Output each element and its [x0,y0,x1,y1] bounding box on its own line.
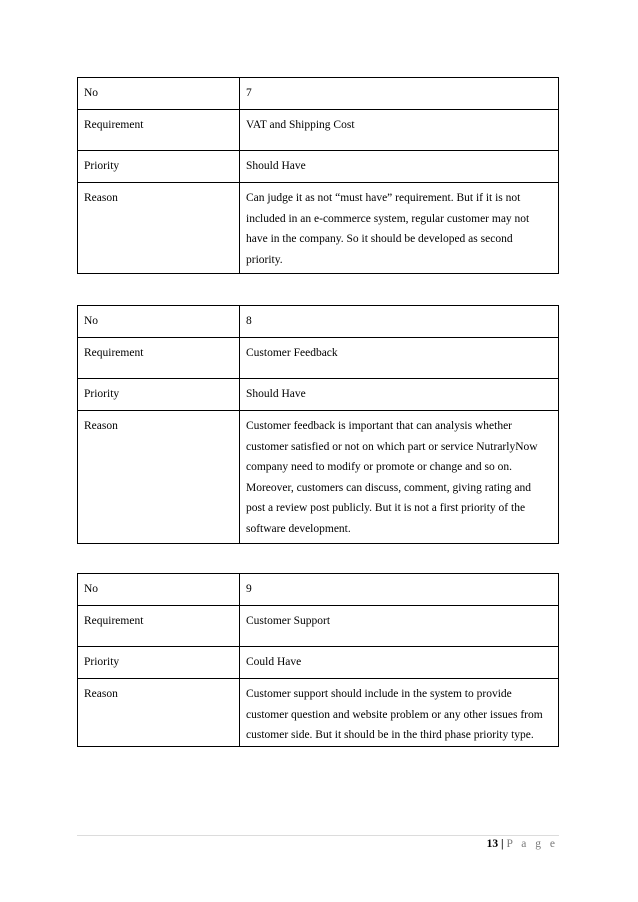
row-label: Requirement [78,338,240,379]
requirement-table-8 [77,305,559,544]
table-row-reason [78,183,559,274]
reason-line: company need to modify or promote or change and so on. [246,461,513,473]
table-row-priority [78,151,559,183]
reason-line: customer question and website problem or any other issues from [246,708,543,721]
row-value: Should Have [240,151,559,183]
row-label: Reason [78,411,240,544]
footer-separator: | [501,838,504,850]
row-value: Should Have [240,379,559,411]
row-label: Reason [78,183,240,274]
reason-line: customer side. But it should be in the third phase priority type. [246,729,534,741]
row-label: No [78,306,240,338]
page-footer [487,838,558,850]
reason-text [240,411,559,544]
row-label: Requirement [78,606,240,647]
table-row-reason [78,411,559,544]
reason-line: Customer support should include in the system to provide [246,688,512,700]
table-row-reason [78,679,559,747]
row-label: Priority [78,151,240,183]
row-label: Reason [78,679,240,747]
table-row-no [78,574,559,606]
reason-line: have in the company. So it should be developed as second [246,233,513,245]
page-label: P a g e [506,838,558,850]
reason-line: included in an e-commerce system, regular customer may not [246,212,530,225]
table-row-requirement [78,110,559,151]
row-value: VAT and Shipping Cost [240,110,559,151]
reason-line: software development. [246,522,351,535]
table-row-priority [78,647,559,679]
row-value: Customer Support [240,606,559,647]
requirement-table-7 [77,77,559,274]
table-row-no [78,78,559,110]
row-label: No [78,78,240,110]
table-row-no [78,306,559,338]
row-label: Priority [78,379,240,411]
requirement-table-9 [77,573,559,747]
reason-line: Moreover, customers can discuss, comment, giving rating and [246,481,532,494]
table-row-requirement [78,338,559,379]
reason-line: Can judge it as not “must have” requirement. But if it is not [246,192,521,204]
reason-line: post a review post publicly. But it is not a first priority of the [246,502,526,514]
row-label: No [78,574,240,606]
row-value: Customer Feedback [240,338,559,379]
table-row-requirement [78,606,559,647]
row-label: Requirement [78,110,240,151]
row-value: 9 [240,574,559,606]
reason-line: priority. [246,253,283,266]
reason-line: Customer feedback is important that can analysis whether [246,420,513,432]
row-label: Priority [78,647,240,679]
row-value: 8 [240,306,559,338]
row-value: Could Have [240,647,559,679]
page-number: 13 [486,838,499,850]
reason-text [240,183,559,274]
row-value: 7 [240,78,559,110]
reason-text [240,679,559,747]
reason-line: customer satisfied or not on which part or service NutrarlyNow [246,440,538,453]
footer-divider [77,835,559,836]
table-row-priority [78,379,559,411]
